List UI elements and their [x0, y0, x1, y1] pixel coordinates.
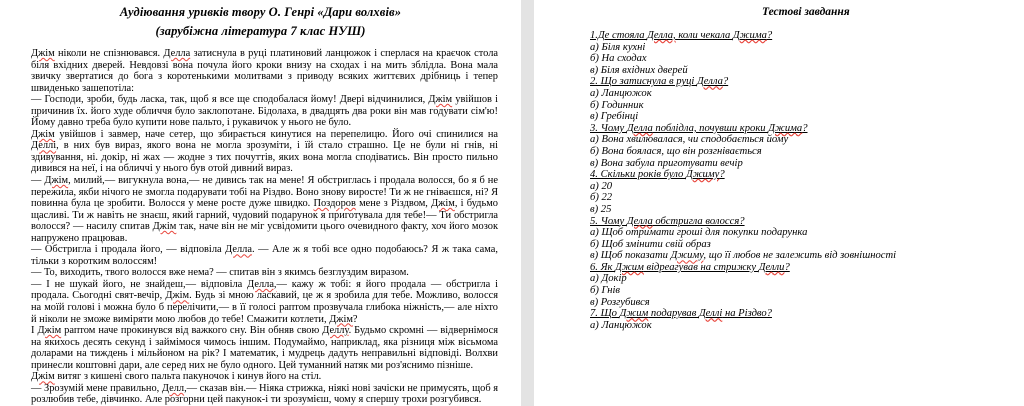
quiz-option: б) Годинник — [590, 99, 644, 111]
quiz-option: б) Гнів — [590, 285, 621, 297]
page-separator — [521, 0, 534, 406]
story-paragraph: — Господи, зроби, будь ласка, так, щоб я все ще сподобалася йому! Двері відчинилися, Джім увійшов і причинив їх. його худе обличчя було заклопотане. Бідолаха, в двадцять два роки він мав годувати сім'ю! Йому давно треба було купити нове пальто, і рукавичок у нього не було. — [31, 94, 498, 129]
quiz-option: а) Біля кухні — [590, 41, 646, 53]
story-paragraph: Джім витяг з кишені свого пальта пакуночок і кинув його на стіл. — [31, 371, 322, 383]
quiz-option: в) 25 — [590, 203, 612, 215]
story-paragraph: — Обстригла і продала його, — відповіла Делла. — Але ж я тобі все одно подобаюсь? Я ж така сама, тільки з коротким волоссям! — [31, 244, 498, 267]
quiz-option: а) Ланцюжок — [590, 319, 652, 331]
story-paragraph: — І не шукай його, не знайдеш,— відповіла Делла,— кажу ж тобі: я його продала — обстригла і продала. Сьогодні свят-вечір, Джім. Будь зі мною ласкавий, це ж я зробила для тебе. Можливо, волосся на моїй голові і можна було б перелічити,— в її голосі раптом прозвучала глибока ніжність,— але ніхто й ніколи не зможе виміряти мою любов до тебе! Смажити котлети, Джім? — [31, 278, 499, 325]
quiz-option: в) Гребінці — [590, 111, 639, 123]
quiz-option: а) 20 — [590, 180, 613, 192]
quiz-option: в) Біля вхідних дверей — [590, 64, 688, 76]
quiz-question: 4. Скільки років було Джиму? — [590, 169, 725, 181]
story-paragraph: — То, виходить, твого волосся вже нема? — спитав він з якимсь безглуздим виразом. — [31, 267, 409, 279]
page-title: Аудіювання уривків твору О. Генрі «Дари волхвів» — [119, 5, 402, 19]
story-paragraph: Джім увійшов і завмер, наче сетер, що збирається кинутися на перепелицю. Його очі спинилися на Деллі, в них був вираз, якого вона не могла зрозуміти, і їй стало страшно. Це не були ні гнів, ні здивування, ні. докір, ні жах — жодне з тих почуттів, яких вона могла сподіватись. Він просто пильно дивився на неї, і на обличчі у нього був отой дивний вираз. — [31, 128, 498, 175]
story-paragraph: — Джім, милий,— вигукнула вона,— не дивись так на мене! Я обстриглась і продала волосся, бо я б не пережила, якби нічого не змогла подарувати тобі на Різдво. Воно знову виросте! Ти ж не гніваєшся, ні? Я повинна була це зробити. Волосся у мене росте дуже швидко. Поздоров мене з Різдвом, Джім, і будьмо щасливі. Ти ж навіть не знаєш, який гарний, чудовий подарунок я приготувала для тебе!— Ти обстригла волосся? — насилу спитав Джім так, наче він не міг усвідомити цього очевидного факту, хоч його мозок напружено працював. — [31, 175, 498, 244]
story-paragraph: — Зрозумій мене правильно, Делл,— сказав він.— Ніяка стрижка, ніякі нові зачіски не примусять, щоб я розлюбив тебе, дівчинко. Але розгорни цей пакунок-і ти зрозумієш, чому я спершу трохи розгубився. — [31, 382, 498, 406]
quiz-option: а) Ланцюжок — [590, 87, 652, 99]
quiz-option: б) 22 — [590, 192, 613, 204]
quiz-option: в) Щоб показати Джиму, що її любов не залежить від зовнішності — [590, 250, 897, 262]
quiz-option: а) Докір — [590, 273, 627, 285]
page-subtitle: (зарубіжна література 7 клас НУШ) — [155, 24, 366, 38]
quiz-option: б) Вона боялася, що він розгнівається — [590, 145, 762, 157]
document-page-right — [534, 0, 1024, 406]
quiz-option: в) Вона забула приготувати вечір — [590, 157, 743, 169]
quiz-question: 3. Чому Делла поблідла, почувши кроки Джима? — [590, 122, 808, 134]
quiz-list — [534, 19, 1024, 331]
story-paragraph: І Джім раптом наче прокинувся від важкого сну. Він обняв свою Деллу. Будьмо скромні — відвернімося на якихось десять секунд і займімося чимось іншим. Подумаймо, наприклад, яка різниця між вісьмома доларами на тиждень і мільйоном на рік? І математик, і мудрець дадуть неправильні відповіді. Волхви принесли коштовні дари, але серед них не було одного. Цей туманний натяк ми роз'яснимо пізніше. — [31, 325, 498, 371]
quiz-option: б) На сходах — [590, 53, 647, 65]
quiz-question: 2. Що затиснула в руці Делла? — [590, 76, 729, 88]
quiz-question: 5. Чому Делла обстригла волосся? — [590, 215, 745, 227]
quiz-option: б) Щоб змінити свій образ — [590, 238, 711, 250]
story-paragraph: Джім ніколи не спізнювався. Делла затиснула в руці платиновий ланцюжок і сперлася на краєчок стола біля вхідних дверей. Невдовзі вона почула його кроки внизу на сходах і на мить зблідла. Вона мала звичку звертатися до бога з коротенькими молитвами з приводу всяких життєвих дрібниць і тепер швиденько зашепотіла: — [31, 48, 498, 94]
quiz-option: а) Вона хвилювалася, чи сподобається йому — [590, 134, 789, 146]
story-body — [0, 39, 521, 406]
quiz-question: 6. Як Джим відреагував на стрижку Делли? — [590, 261, 790, 273]
quiz-heading: Тестові завдання — [762, 6, 850, 18]
quiz-question: 1.Де стояла Делла, коли чекала Джима? — [590, 30, 773, 41]
quiz-option: в) Розгубився — [590, 296, 650, 308]
quiz-question: 7. Що Джим подарував Деллі на Різдво? — [590, 308, 772, 320]
quiz-option: а) Щоб отримати гроші для покупки подарунка — [590, 227, 808, 239]
